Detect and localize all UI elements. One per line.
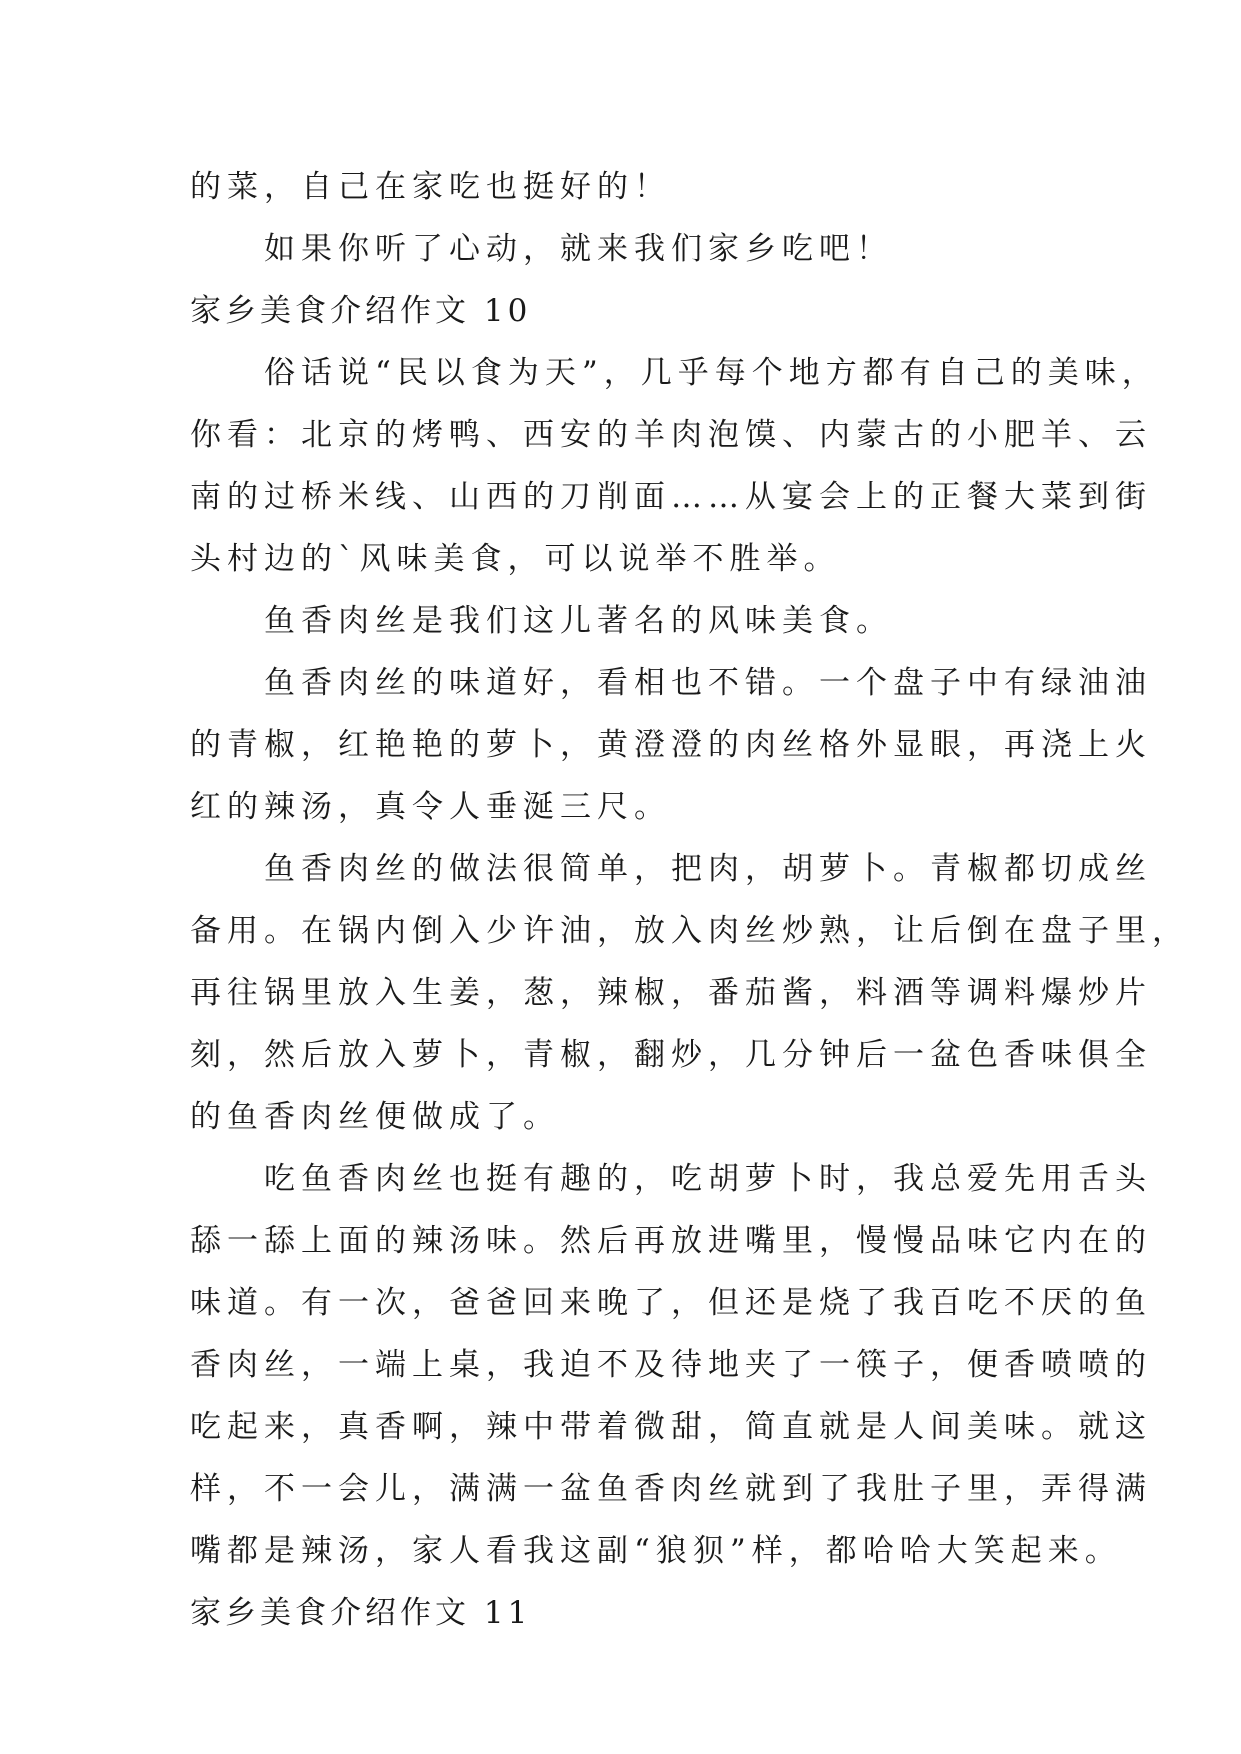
paragraph-first-line: 吃鱼香肉丝也挺有趣的，吃胡萝卜时，我总爱先用舌头 <box>264 1161 1152 1197</box>
paragraph-first-line: 如果你听了心动，就来我们家乡吃吧！ <box>264 231 893 267</box>
text-line: 红的辣汤，真令人垂涎三尺。 <box>190 789 671 825</box>
text-line: 的菜，自己在家吃也挺好的！ <box>190 169 671 205</box>
text-line: 香肉丝，一端上桌，我迫不及待地夹了一筷子，便香喷喷的 <box>190 1347 1152 1383</box>
text-line: 你看：北京的烤鸭、西安的羊肉泡馍、内蒙古的小肥羊、云 <box>190 417 1152 453</box>
text-line: 备用。在锅内倒入少许油，放入肉丝炒熟，让后倒在盘子里， <box>190 913 1189 949</box>
text-line: 吃起来，真香啊，辣中带着微甜，简直就是人间美味。就这 <box>190 1409 1152 1445</box>
text-line: 样，不一会儿，满满一盆鱼香肉丝就到了我肚子里，弄得满 <box>190 1471 1152 1507</box>
paragraph-first-line: 鱼香肉丝是我们这儿著名的风味美食。 <box>264 603 893 639</box>
document-body <box>190 156 1189 1644</box>
paragraph-first-line: 鱼香肉丝的味道好，看相也不错。一个盘子中有绿油油 <box>264 665 1152 701</box>
section-heading: 家乡美食介绍作文 10 <box>190 293 532 329</box>
paragraph-first-line: 鱼香肉丝的做法很简单，把肉，胡萝卜。青椒都切成丝 <box>264 851 1152 887</box>
text-line: 的鱼香肉丝便做成了。 <box>190 1099 560 1135</box>
text-line: 味道。有一次，爸爸回来晚了，但还是烧了我百吃不厌的鱼 <box>190 1285 1152 1321</box>
text-line: 的青椒，红艳艳的萝卜，黄澄澄的肉丝格外显眼，再浇上火 <box>190 727 1152 763</box>
text-line: 头村边的`风味美食，可以说举不胜举。 <box>190 541 841 577</box>
text-line: 再往锅里放入生姜，葱，辣椒，番茄酱，料酒等调料爆炒片 <box>190 975 1152 1011</box>
text-line: 南的过桥米线、山西的刀削面……从宴会上的正餐大菜到街 <box>190 479 1152 515</box>
section-heading: 家乡美食介绍作文 11 <box>190 1595 532 1631</box>
text-line: 舔一舔上面的辣汤味。然后再放进嘴里，慢慢品味它内在的 <box>190 1223 1152 1259</box>
paragraph-first-line: 俗话说“民以食为天”，几乎每个地方都有自己的美味， <box>264 355 1159 391</box>
text-line: 刻，然后放入萝卜，青椒，翻炒，几分钟后一盆色香味俱全 <box>190 1037 1152 1073</box>
text-line: 嘴都是辣汤，家人看我这副“狼狈”样，都哈哈大笑起来。 <box>190 1533 1122 1569</box>
